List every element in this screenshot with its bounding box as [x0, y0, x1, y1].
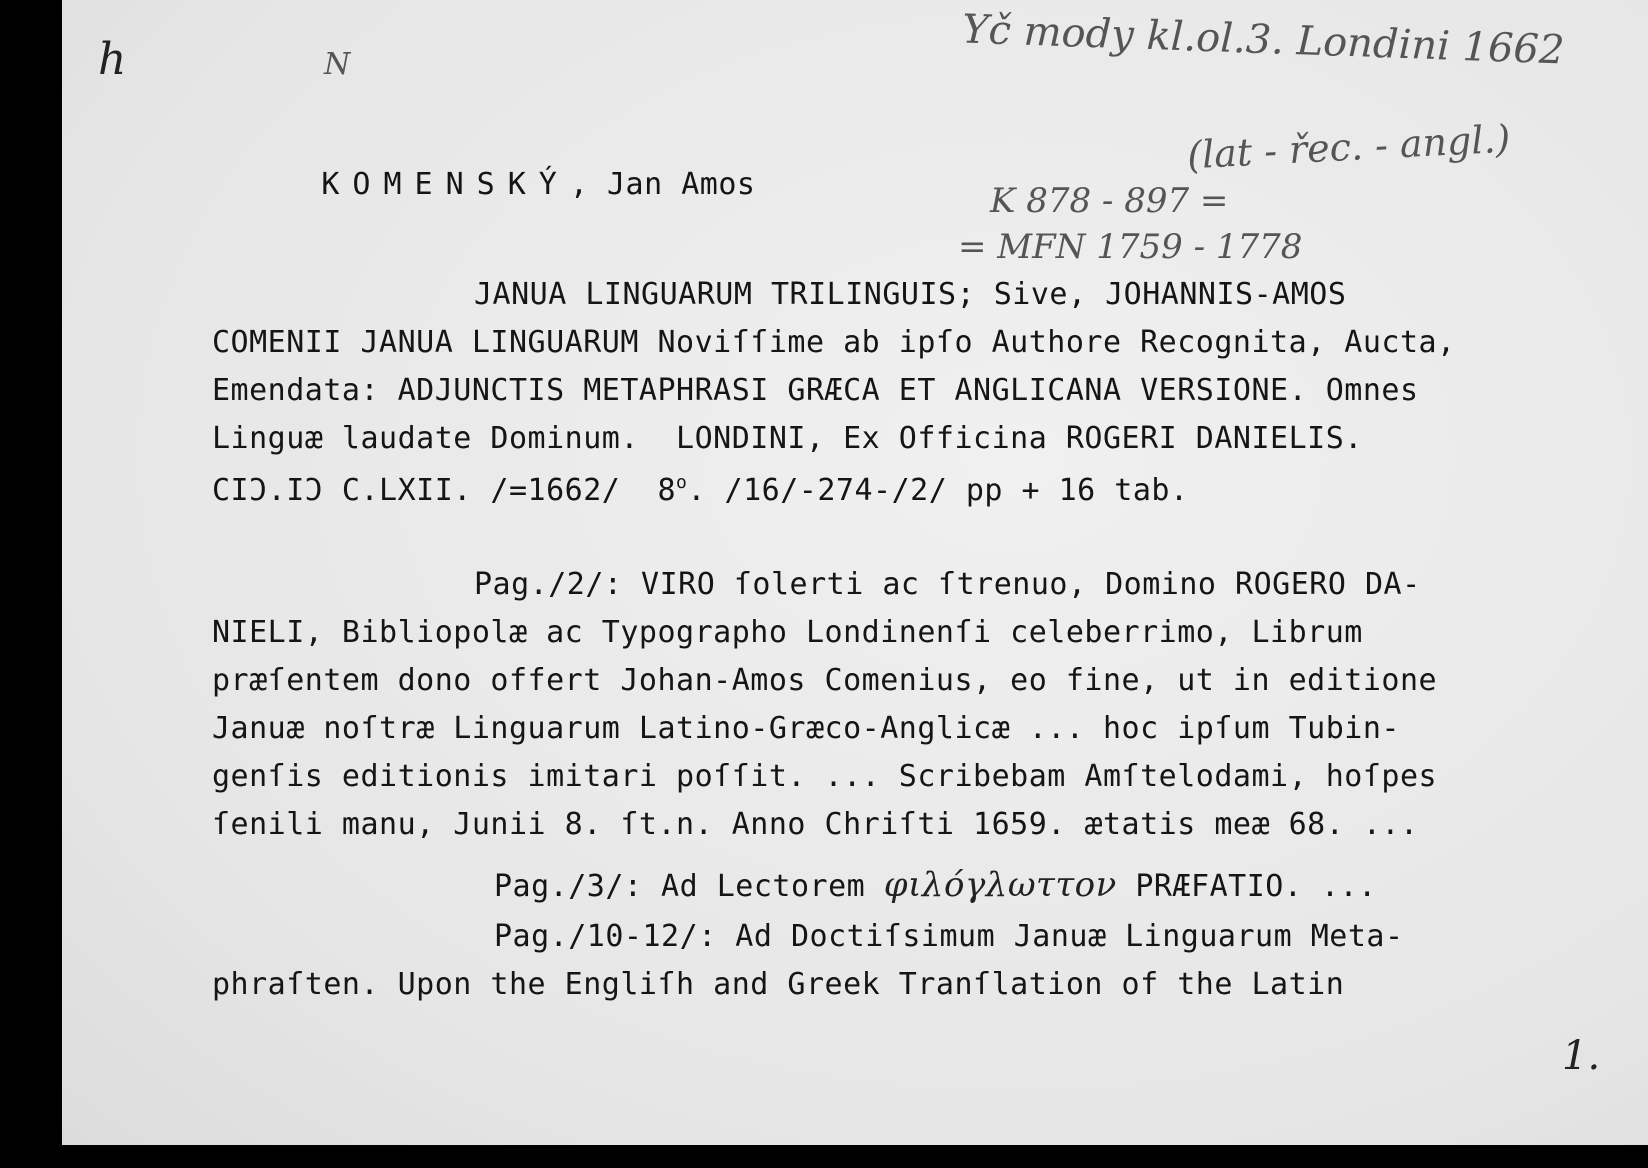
page-number: 1.: [1562, 1033, 1601, 1079]
note-1-line-3: præſentem dono offert Johan-Amos Comenius, eo fine, ut in editione: [212, 663, 1438, 698]
corner-mark-left: h: [98, 34, 127, 85]
note-1-line-6: ſenili manu, Junii 8. ſt.n. Anno Chriſti 1659. ætatis meæ 68. ...: [212, 807, 1419, 842]
note-3-line-1: Pag./10-12/: Ad Doctiſsimum Januæ Linguarum Meta-: [494, 919, 1404, 954]
collation: . /16/-274-/2/ pp + 16 tab.: [687, 473, 1189, 508]
handwritten-shelfmark-1: K 878 - 897 =: [990, 181, 1229, 221]
card-paper: [62, 0, 1648, 1145]
note-1-line-5: genſis editionis imitari poſſit. ... Scribebam Amſtelodami, hoſpes: [212, 759, 1438, 794]
entry-line-4: Linguæ laudate Dominum. LONDINI, Ex Officina ROGERI DANIELIS.: [212, 421, 1363, 456]
imprint-date: CIƆ.IƆ C.LXII. /=1662/ 8: [212, 473, 677, 508]
note-1-line-4: Januæ noſtræ Linguarum Latino-Græco-Anglicæ ... hoc ipſum Tubin-: [212, 711, 1400, 746]
note-1-line-1: Pag./2/: VIRO ſolerti ac ſtrenuo, Domino ROGERO DA-: [474, 567, 1421, 602]
handwritten-top-note: Yč mody kl.ol.3. Londini 1662: [961, 6, 1566, 74]
entry-line-1: JANUA LINGUARUM TRILINGUIS; Sive, JOHANNIS-AMOS: [474, 277, 1347, 312]
note-2-suffix: PRÆFATIO. ...: [1116, 869, 1377, 904]
note-2-prefix: Pag./3/: Ad Lectorem: [494, 869, 884, 904]
entry-line-3: Emendata: ADJUNCTIS METAPHRASI GRÆCA ET ANGLICANA VERSIONE. Omnes: [212, 373, 1419, 408]
corner-mark-second: N: [324, 47, 351, 82]
entry-line-2: COMENII JANUA LINGUARUM Noviſſime ab ipſo Authore Recognita, Aucta,: [212, 325, 1456, 360]
author-heading: [210, 140, 756, 230]
author-given-names: , Jan Amos: [569, 167, 756, 202]
note-2-greek-handwritten: φιλόγλωττον: [883, 865, 1117, 905]
entry-line-5: [212, 474, 1189, 506]
handwritten-language-note: (lat - řec. - angl.): [1186, 116, 1512, 178]
format-superscript: o: [676, 472, 688, 493]
author-surname: KOMENSKÝ: [321, 167, 570, 202]
handwritten-shelfmark-2: = MFN 1759 - 1778: [958, 227, 1303, 267]
note-1-line-2: NIELI, Bibliopolæ ac Typographo Londinenſi celeberrimo, Librum: [212, 615, 1363, 650]
note-2: [494, 865, 1377, 905]
note-3-line-2: phraſten. Upon the Engliſh and Greek Tranſlation of the Latin: [212, 967, 1345, 1002]
